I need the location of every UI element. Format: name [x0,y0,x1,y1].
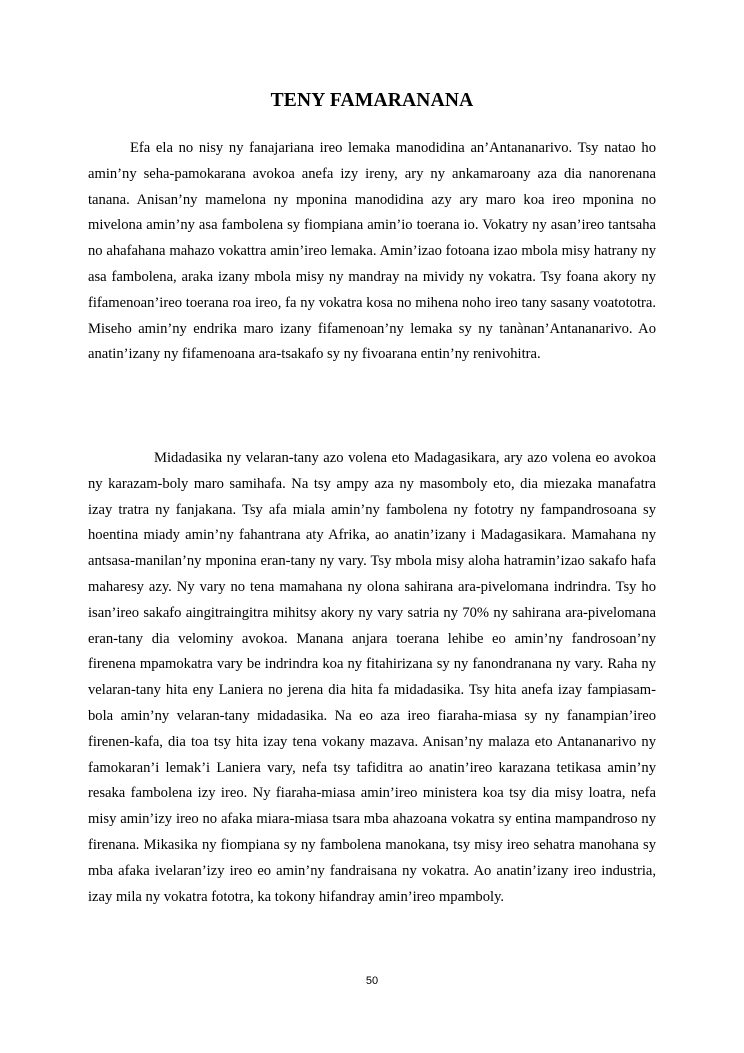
page-title: TENY FAMARANANA [270,90,474,111]
paragraph-2: Midadasika ny velaran-tany azo volena eto Madagasikara, ary azo volena eo avokoa ny karazam-boly maro samihafa. Na tsy ampy aza ny masomboly eto, dia miezaka manafatra izay tratra ny fanjakana. Tsy afa miala amin’ny fambolena ny fototry ny fampandrosoana sy hoentina miady amin’ny fahantrana aty Afrika, ao anatin’izany i Madagasikara. Mamahana ny antsasa-manilan’ny mponina eran-tany ny vary. Tsy mbola misy aloha hatramin’izao sakafo hafa maharesy azy. Ny vary no tena mamahana ny olona sahirana ara-pivelomana indrindra. Tsy ho isan’ireo sakafo aingitraingitra mihitsy akory ny vary satria ny 70% ny sahirana ara-pivelomana eran-tany dia velominy avokoa. Manana anjara toerana lehibe eo amin’ny fandrosoan’ny firenena mpamokatra vary be indrindra koa ny fitahirizana sy ny fanondranana ny vary. Raha ny velaran-tany hita eny Laniera no jerena dia hita fa midadasika. Tsy hita anefa izay fampiasam-bola amin’ny velaran-tany midadasika. Na eo aza ireo fiaraha-miasa sy ny fanampian’ireo firenen-kafa, dia toa tsy hita izay tena vokany mazava. Anisan’ny malaza eto Antananarivo ny famokaran’i lemak’i Laniera vary, nefa tsy tafiditra ao anatin’ireo karazana tetikasa amin’ny resaka fambolena izy ireo. Ny fiaraha-miasa amin’ireo ministera koa tsy dia misy loatra, nefa misy amin’izy ireo no afaka miara-miasa tsara mba ahazoana vokatra sy entina mampandroso ny firenana. Mikasika ny fiompiana sy ny fambolena manokana, tsy misy ireo sehatra manohana sy mba afaka ivelaran’izy ireo eo amin’ny fandraisana ny vokatra. Ao anatin’izany ireo industria, izay mila ny vokatra fototra, ka tokony hifandray amin’ireo mpamboly. [88,450,656,905]
paragraph-1: Efa ela no nisy ny fanajariana ireo lemaka manodidina an’Antananarivo. Tsy natao ho amin’ny seha-pamokarana avokoa anefa izy ireny, ary ny ankamaroany aza dia nanorenana tanana. Anisan’ny mamelona ny mponina manodidina azy ary maro koa ireo mponina no mivelona amin’ny asa fambolena sy fiompiana amin’io toerana io. Vokatry ny asan’ireo tantsaha no ahafahana mahazo vokattra amin’ireo lemaka. Amin’izao fotoana izao mbola misy hatrany ny asa fambolena, araka izany mbola misy ny mandray na mividy ny vokatra. Tsy foana akory ny fifamenoan’ireo toerana roa ireo, fa ny vokatra kosa no mihena noho ireo tany sasany voatototra. Miseho amin’ny endrika maro izany fifamenoan’ny lemaka sy ny tanànan’Antananarivo. Ao anatin’izany ny fifamenoana ara-tsakafo sy ny fivoarana entin’ny renivohitra. [88,140,656,363]
page-number: 50 [365,975,379,987]
